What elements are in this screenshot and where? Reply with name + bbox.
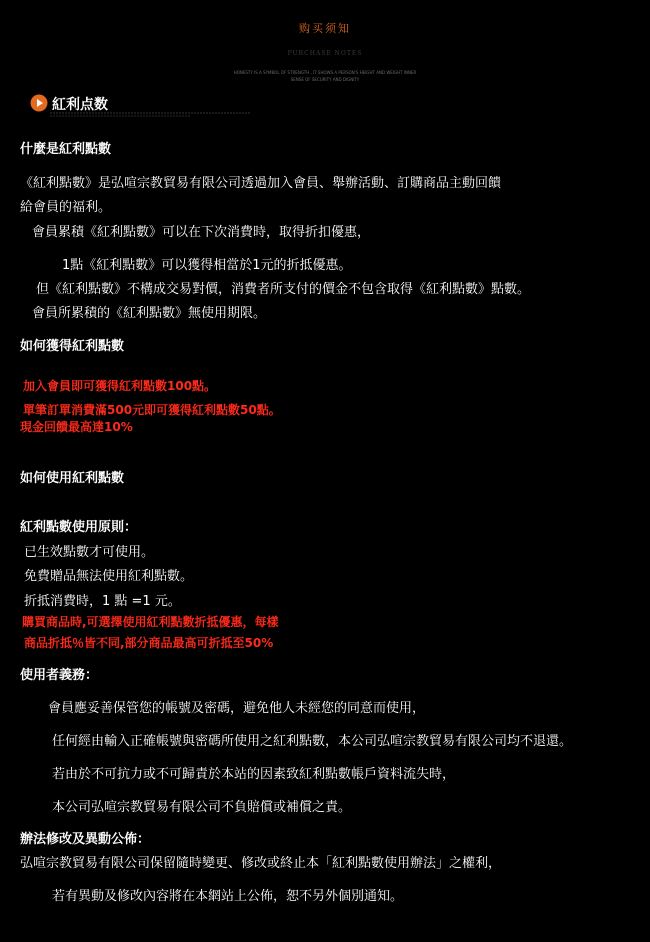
duty-item: 任何經由輸入正確帳號與密碼所使用之紅利點數，本公司弘喧宗教貿易有限公司均不退還。: [52, 734, 573, 749]
rule-item: 折抵消費時，1 點 =1 元。: [24, 594, 181, 609]
paragraph-line: 《紅利點數》是弘喧宗教貿易有限公司透過加入會員、舉辦活動、訂購商品主動回饋: [20, 176, 502, 191]
change-title: 辦法修改及異動公佈：: [20, 832, 151, 847]
subtitle-line-2: SENSE OF SECURITY AND DIGNITY: [290, 77, 360, 82]
paragraph-line: 會員所累積的《紅利點數》無使用期限。: [32, 306, 267, 321]
heading-how-to-use: 如何使用紅利點數: [20, 471, 125, 486]
change-item: 若有異動及修改內容將在本網站上公佈，恕不另外個別通知。: [52, 889, 404, 904]
duty-item: 會員應妥善保管您的帳號及密碼，避免他人未經您的同意而使用，: [48, 701, 426, 716]
decorative-fine-text: [50, 111, 250, 119]
play-circle-icon: [30, 94, 48, 112]
paragraph-line: 1點《紅利點數》可以獲得相當於1元的折抵優惠。: [62, 258, 352, 273]
paragraph-line: 給會員的福利。: [20, 200, 112, 215]
rule-item: 已生效點數才可使用。: [24, 545, 155, 560]
duty-item: 若由於不可抗力或不可歸責於本站的因素致紅利點數帳戶資料流失時，: [52, 767, 456, 782]
paragraph-line: 但《紅利點數》不構成交易對價，消費者所支付的價金不包含取得《紅利點數》點數。: [36, 282, 531, 297]
duty-title: 使用者義務：: [20, 668, 99, 683]
duty-item: 本公司弘喧宗教貿易有限公司不負賠償或補償之責。: [52, 800, 352, 815]
heading-what-is: 什麼是紅利點數: [20, 142, 112, 157]
section-title: 紅利点数: [52, 97, 108, 113]
highlight-text: 加入會員即可獲得紅利點數100點。: [23, 379, 217, 393]
page-title: 购买须知: [299, 22, 351, 35]
highlight-text: 現金回饋最高達10%: [20, 420, 133, 434]
paragraph-line: 會員累積《紅利點數》可以在下次消費時，取得折扣優惠，: [32, 225, 371, 240]
highlight-text: 商品折抵％皆不同,部分商品最高可折抵至50%: [24, 636, 274, 650]
rule-item: 免費贈品無法使用紅利點數。: [24, 569, 194, 584]
subtitle-line-1: HONESTY IS A SYMBOL OF STRENGTH , IT SHOWS A PERSON'S HEIGHT AND WEIGHT INNER: [233, 70, 417, 75]
heading-how-to-get: 如何獲得紅利點數: [20, 339, 125, 354]
highlight-text: 購買商品時,可選擇使用紅利點數折抵優惠，每樣: [22, 615, 279, 629]
highlight-text: 單筆訂單消費滿500元即可獲得紅利點數50點。: [23, 403, 281, 417]
change-item: 弘喧宗教貿易有限公司保留隨時變更、修改或終止本「紅利點數使用辦法」之權利，: [20, 856, 502, 871]
page-title-english: PURCHASE NOTES: [287, 50, 363, 57]
rule-title: 紅利點數使用原則：: [20, 520, 138, 535]
